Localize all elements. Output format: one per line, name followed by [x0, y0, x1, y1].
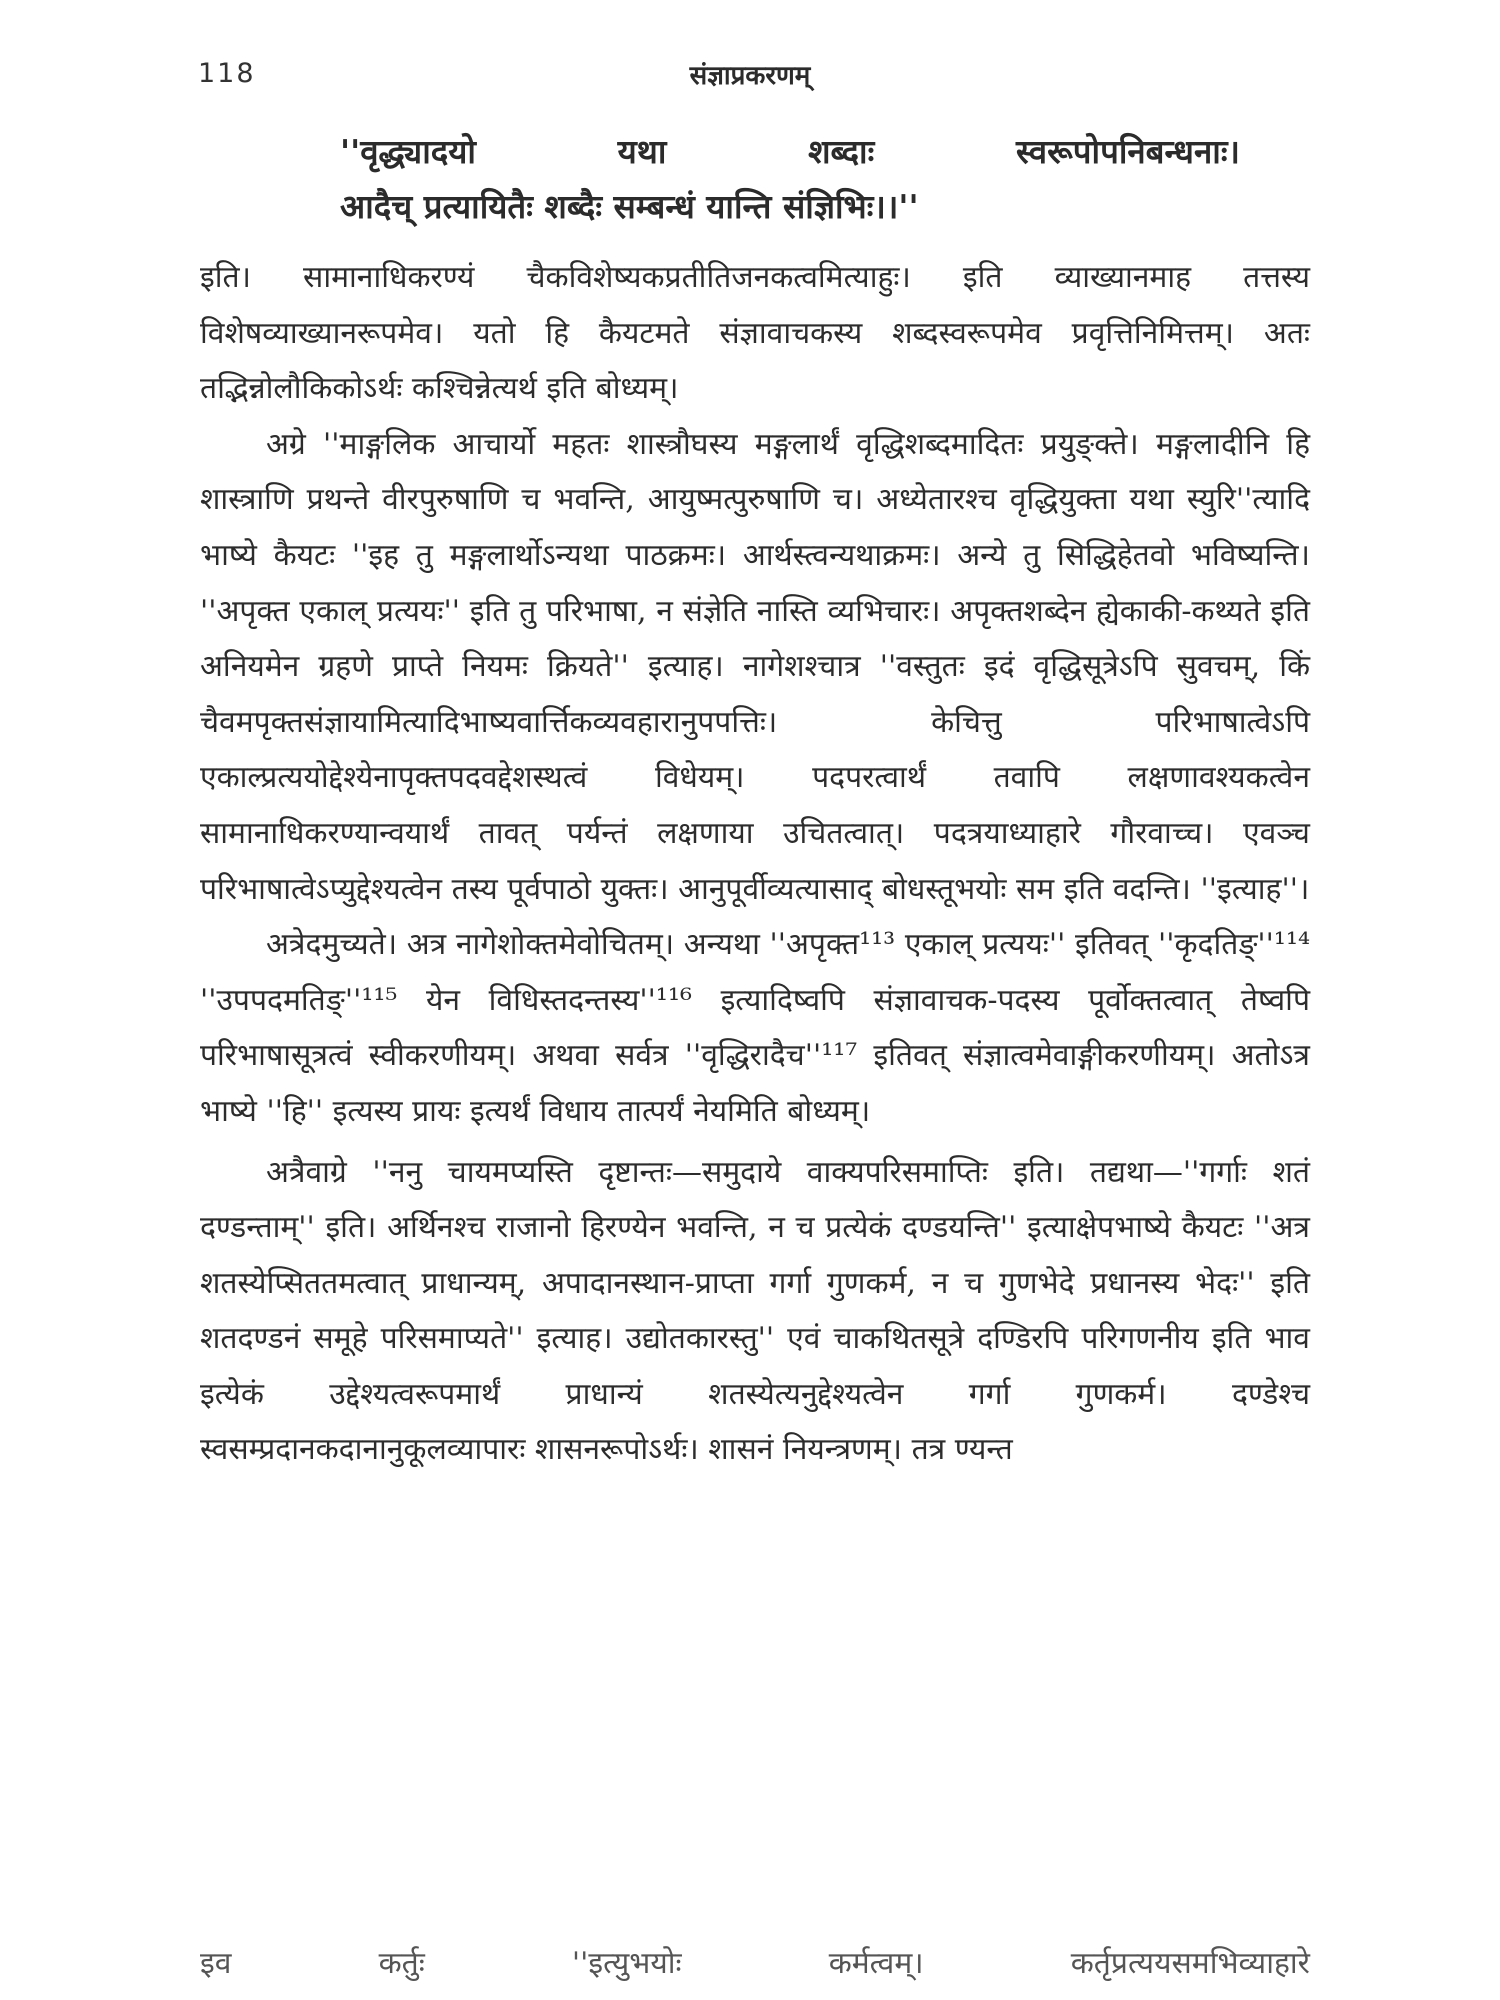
last-line — [200, 1944, 1310, 1984]
running-title: संज्ञाप्रकरणम् — [689, 61, 811, 91]
verse-line-1: ''वृद्ध्यादयो यथा शब्दाः स्वरूपोपनिबन्धनाः। — [340, 132, 1240, 171]
last-line-word: इव — [200, 1946, 232, 1981]
paragraph-2: अग्रे ''माङ्गलिक आचार्यो महतः शास्त्रौघस्य मङ्गलार्थं वृद्धिशब्दमादितः प्रयुङ्क्ते। मङ्गलादीनि हि शास्त्राणि प्रथन्ते वीरपुरुषाणि च भवन्ति, आयुष्मत्पुरुषाणि च। अध्येतारश्च वृद्धियुक्ता यथा स्युरि''त्यादि भाष्ये कैयटः ''इह तु मङ्गलार्थोऽन्यथा पाठक्रमः। आर्थस्त्वन्यथाक्रमः। अन्ये तु सिद्धिहेतवो भविष्यन्ति। ''अपृक्त एकाल् प्रत्ययः'' इति तु परिभाषा, न संज्ञेति नास्ति व्यभिचारः। अपृक्तशब्देन ह्येकाकी-कथ्यते इति अनियमेन ग्रहणे प्राप्ते नियमः क्रियते'' इत्याह। नागेशश्चात्र ''वस्तुतः इदं वृद्धिसूत्रेऽपि सुवचम्, किं चैवमपृक्तसंज्ञायामित्यादिभाष्यवार्त्तिकव्यवहारानुपपत्तिः। केचित्तु परिभाषात्वेऽपि एकाल्प्रत्ययोद्देश्येनापृक्तपदवद्देशस्थत्वं विधेयम्। पदपरत्वार्थं तवापि लक्षणावश्यकत्वेन सामानाधिकरण्यान्वयार्थं तावत् पर्यन्तं लक्षणाया उचितत्वात्। पदत्रयाध्याहारे गौरवाच्च। एवञ्च परिभाषात्वेऽप्युद्देश्यत्वेन तस्य पूर्वपाठो युक्तः। आनुपूर्वीव्यत्यासाद् बोधस्तूभयोः सम इति वदन्ति। ''इत्याह''। — [200, 426, 1310, 907]
last-line-word: ''इत्युभयोः — [571, 1946, 682, 1981]
body-text — [200, 250, 1310, 1478]
paragraph-3: अत्रेदमुच्यते। अत्र नागेशोक्तमेवोचितम्। अन्यथा ''अपृक्त¹¹³ एकाल् प्रत्ययः'' इतिवत् ''कृदतिङ्''¹¹⁴ ''उपपदमतिङ्''¹¹⁵ येन विधिस्तदन्तस्य''¹¹⁶ इत्यादिष्वपि संज्ञावाचक-पदस्य पूर्वोक्तत्वात् तेष्वपि परिभाषासूत्रत्वं स्वीकरणीयम्। अथवा सर्वत्र ''वृद्धिरादैच''¹¹⁷ इतिवत् संज्ञात्वमेवाङ्गीकरणीयम्। अतोऽत्र भाष्ये ''हि'' इत्यस्य प्रायः इत्यर्थं विधाय तात्पर्यं नेयमिति बोध्यम्। — [200, 927, 1310, 1129]
paragraph-1: इति। सामानाधिकरण्यं चैकविशेष्यकप्रतीतिजनकत्वमित्याहुः। इति व्याख्यानमाह तत्तस्य विशेषव्याख्यानरूपमेव। यतो हि कैयटमते संज्ञावाचकस्य शब्दस्वरूपमेव प्रवृत्तिनिमित्तम्। अतः तद्भिन्नोलौकिकोऽर्थः कश्चिन्नेत्यर्थ इति बोध्यम्। — [200, 260, 1310, 407]
last-line-word: कर्तृप्रत्ययसमभिव्याहारे — [1070, 1946, 1310, 1981]
page-number: 118 — [198, 58, 256, 89]
last-line-word: कर्तुः — [378, 1946, 425, 1981]
page-header — [0, 58, 1500, 98]
paragraph-4: अत्रैवाग्रे ''ननु चायमप्यस्ति दृष्टान्तः—समुदाये वाक्यपरिसमाप्तिः इति। तद्यथा—''गर्गाः शतं दण्डन्ताम्'' इति। अर्थिनश्च राजानो हिरण्येन भवन्ति, न च प्रत्येकं दण्डयन्ति'' इत्याक्षेपभाष्ये कैयटः ''अत्र शतस्येप्सिततमत्वात् प्राधान्यम्, अपादानस्थान-प्राप्ता गर्गा गुणकर्म, न च गुणभेदे प्रधानस्य भेदः'' इति शतदण्डनं समूहे परिसमाप्यते'' इत्याह। उद्योतकारस्तु'' एवं चाकथितसूत्रे दण्डिरपि परिगणनीय इति भाव इत्येकं उद्देश्यत्वरूपमार्थं प्राधान्यं शतस्येत्यनुद्देश्यत्वेन गर्गा गुणकर्म। दण्डेश्च स्वसम्प्रदानकदानानुकूलव्यापारः शासनरूपोऽर्थः। शासनं नियन्त्रणम्। तत्र ण्यन्त — [200, 1154, 1310, 1468]
last-line-word: कर्मत्वम्। — [828, 1946, 924, 1981]
verse-line-2: आदैच् प्रत्यायितैः शब्दैः सम्बन्धं यान्ति संज्ञिभिः।।'' — [340, 187, 919, 226]
